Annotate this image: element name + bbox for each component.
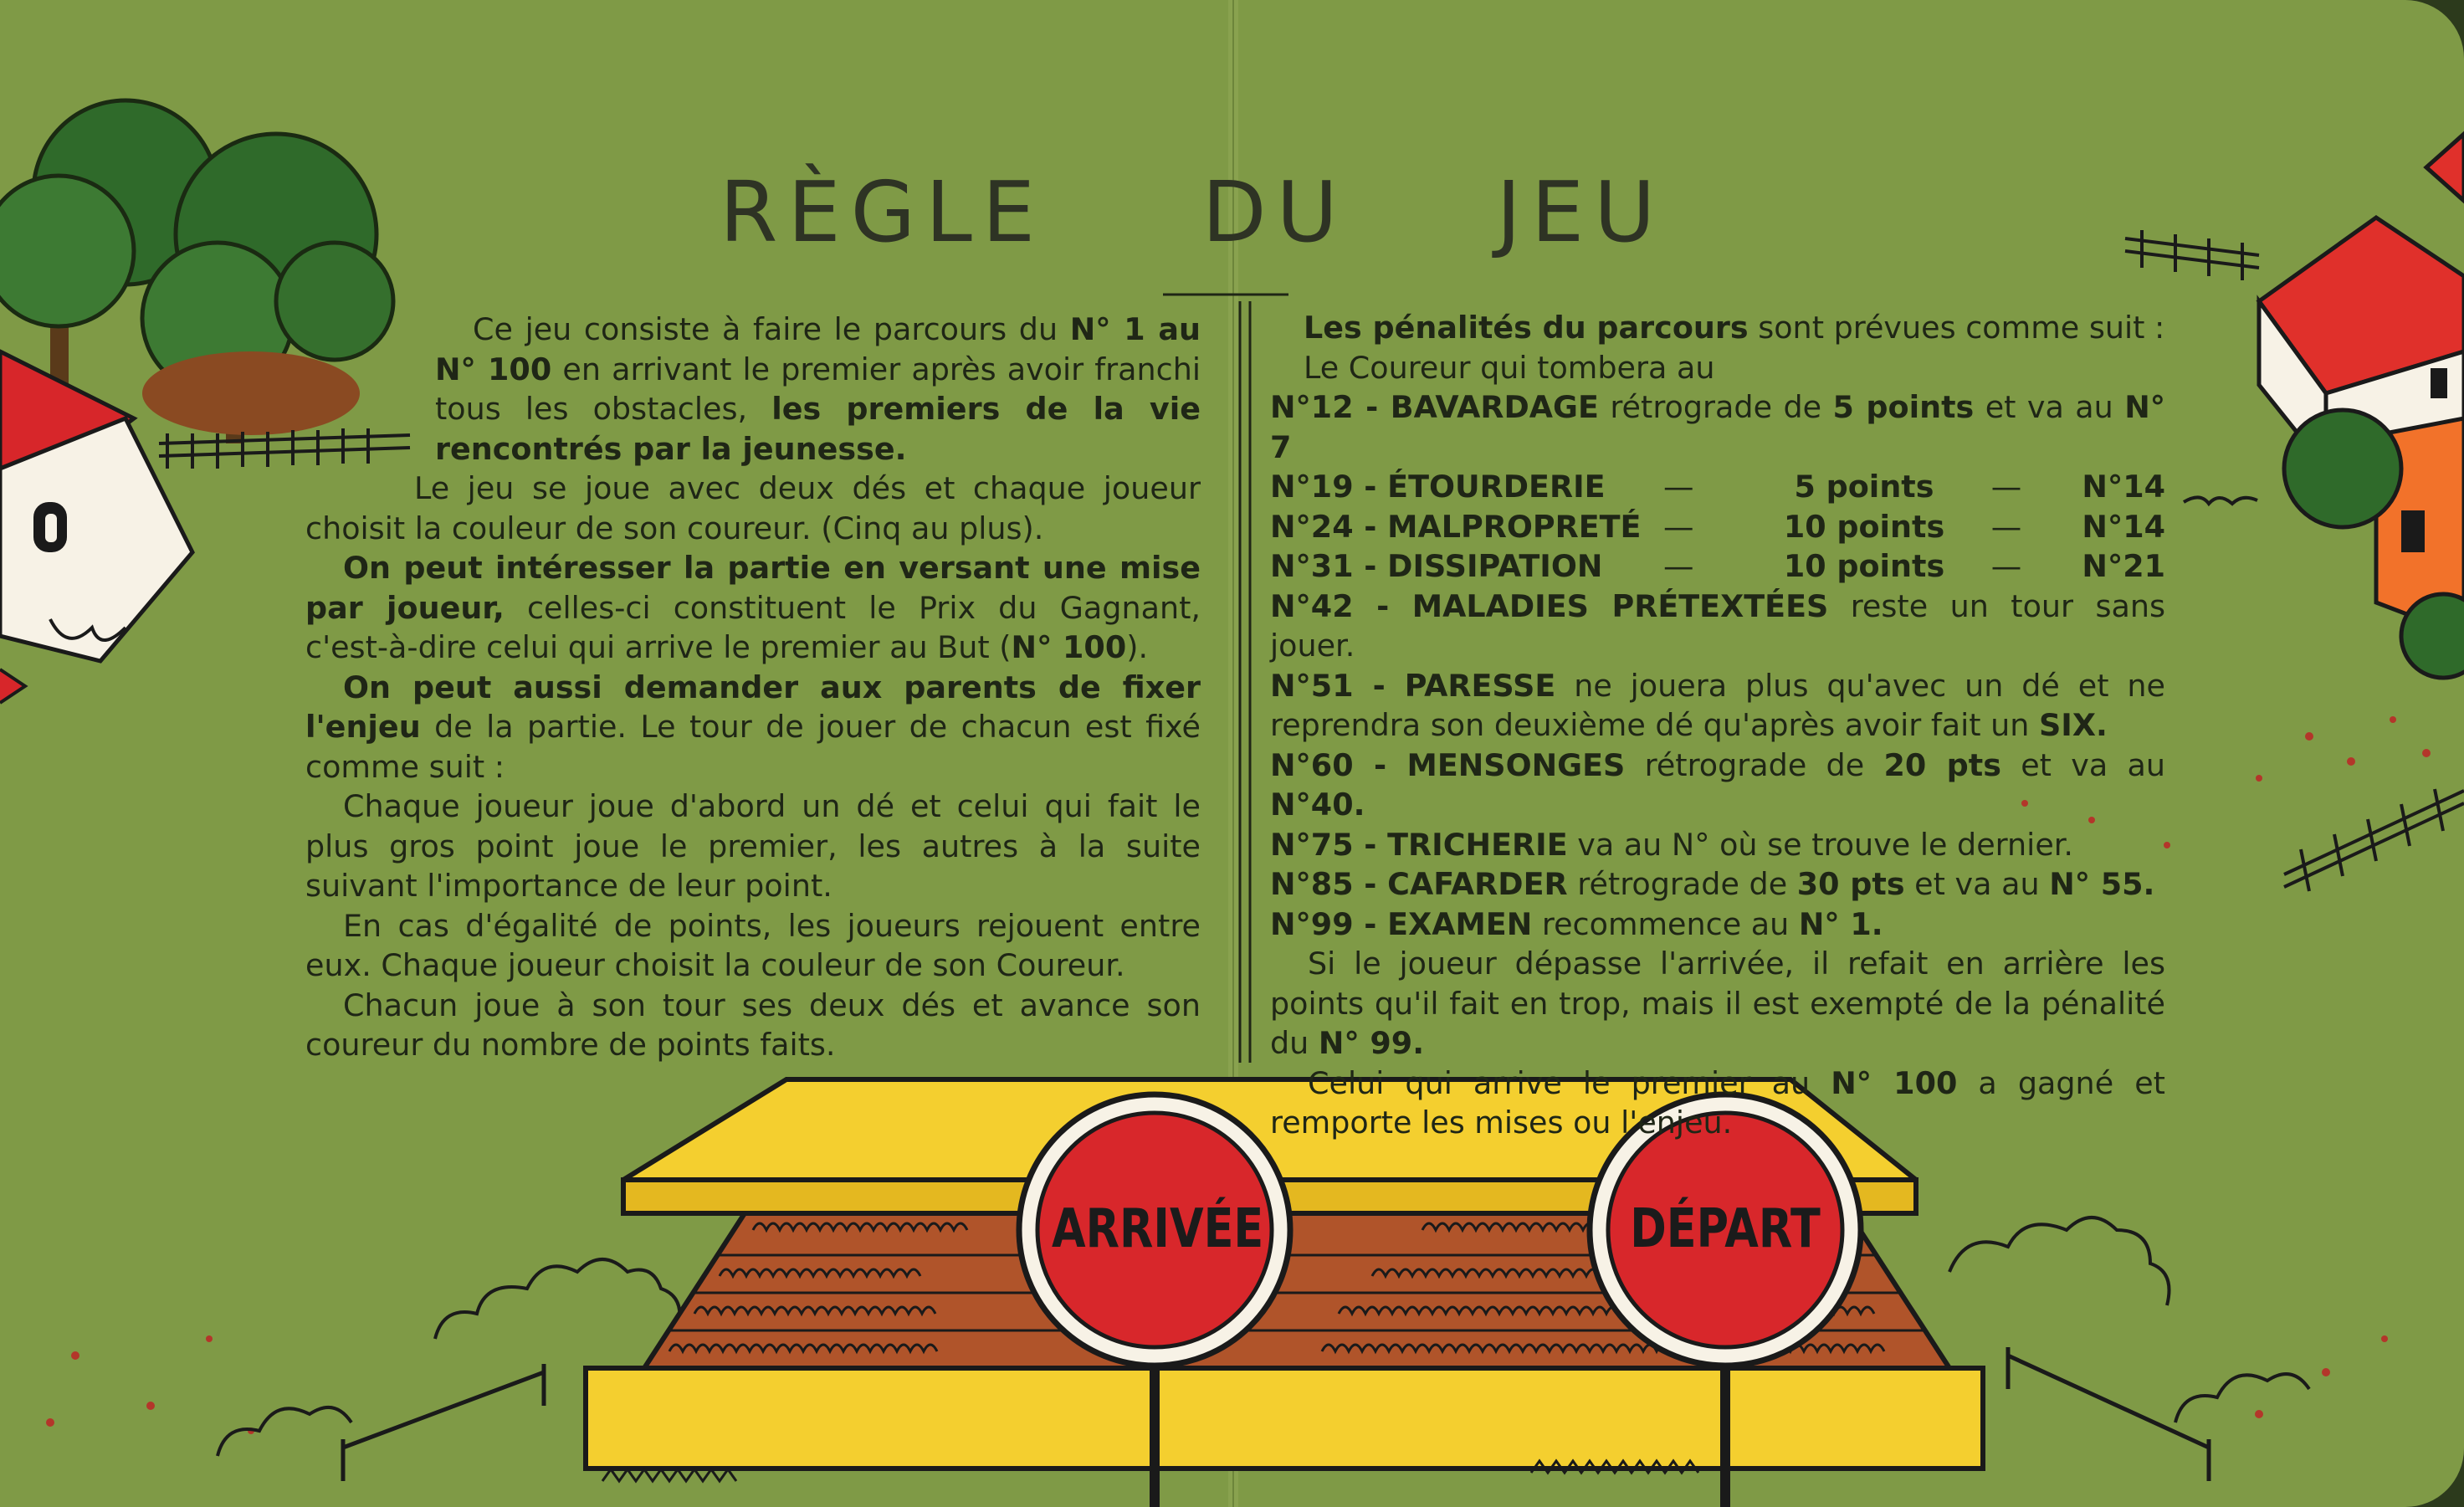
penalty-square: N°12 - BAVARDAGE: [1270, 389, 1599, 425]
rule-text-bold: N°40.: [1270, 787, 1365, 823]
ditto-dash: —: [1990, 508, 2022, 545]
penalty-row: [1270, 587, 2165, 666]
ditto-dash: —: [1663, 469, 1694, 505]
rule-text-bold: On peut intéresser la partie en versant une mise par joueur,: [305, 550, 1201, 626]
ditto-dash: —: [1990, 469, 2022, 505]
penalty-target: N°21: [2082, 548, 2165, 584]
penalty-square: N°51 - PARESSE: [1270, 667, 1556, 704]
rules-right-column: [1270, 308, 2165, 1143]
rule-text: recommence au: [1532, 905, 1799, 942]
rule-text: ).: [1126, 629, 1149, 665]
penalty-row: [1270, 507, 2165, 547]
start-label: DÉPART: [1630, 1198, 1821, 1260]
rule-text-bold: N° 7: [1270, 389, 2165, 465]
rule-text-bold: 20 pts: [1883, 746, 2001, 783]
rule-text: reste un tour sans jouer.: [1270, 587, 2165, 664]
rule-paragraph: Le jeu se joue avec deux dés et chaque joueur choisit la couleur de son coureur. (Cinq au plus).: [305, 470, 1201, 546]
rule-paragraph: [435, 310, 1201, 469]
penalty-square: N°75 - TRICHERIE: [1270, 826, 1568, 863]
penalty-row: [1270, 666, 2165, 746]
rule-text-bold: 30 pts: [1796, 866, 1905, 902]
rule-text-bold: SIX.: [2039, 707, 2108, 743]
penalty-square: N°19 - ÉTOURDERIE: [1270, 469, 1606, 505]
rules-left-column: [305, 310, 1201, 1065]
penalty-square: N°42 - MALADIES PRÉTEXTÉES: [1270, 587, 1829, 624]
rule-text-bold: N° 55.: [2049, 866, 2155, 902]
penalty-target: N°14: [2082, 469, 2165, 505]
rule-text: et va au: [2000, 746, 2166, 783]
rule-paragraph: En cas d'égalité de points, les joueurs rejouent entre eux. Chaque joueur choisit la couleur de son Coureur.: [305, 907, 1201, 983]
rule-paragraph: [1270, 944, 2165, 1064]
penalty-points: 10 points: [1783, 508, 1945, 545]
rule-text-bold: On peut aussi demander aux parents de fixer l'enjeu: [305, 669, 1201, 745]
rule-text: et va au: [1904, 866, 2050, 902]
rule-paragraph: [305, 548, 1201, 668]
penalty-points: 5 points: [1794, 469, 1934, 505]
penalty-square: N°31 - DISSIPATION: [1270, 548, 1603, 584]
penalty-row: [1270, 467, 2165, 507]
right-village: [2125, 134, 2464, 678]
rule-text-bold: 5 points: [1832, 389, 1975, 425]
ditto-dash: —: [1663, 508, 1694, 545]
rule-text: va au N° où se trouve le dernier.: [1567, 826, 2074, 863]
penalty-row: [1270, 905, 2165, 945]
title-word: JEU: [1496, 163, 1666, 261]
penalty-row: [1270, 864, 2165, 905]
penalty-row: [1270, 387, 2165, 467]
penalty-intro-2: Le Coureur qui tombera au: [1304, 349, 1715, 386]
penalty-intro: [1270, 308, 2165, 348]
penalty-points: 10 points: [1783, 548, 1945, 584]
ditto-dash: —: [1663, 548, 1694, 584]
rule-text-bold: N° 100: [1011, 629, 1127, 665]
penalty-square: N°99 - EXAMEN: [1270, 905, 1533, 942]
rule-text: sont prévues comme suit :: [1748, 310, 2165, 346]
rule-text: en arrivant le premier après avoir franchi tous les obstacles,: [435, 351, 1201, 427]
right-fence: [2284, 789, 2464, 891]
rule-text: Si le joueur dépasse l'arrivée, il refait en arrière les points qu'il fait en trop, mais il est exempté de la pénalité du: [1270, 946, 2165, 1061]
rule-text: Ce jeu consiste à faire le parcours du: [473, 311, 1070, 347]
rule-text: rétrograde de: [1567, 866, 1797, 902]
rule-paragraph: [1270, 1064, 2165, 1143]
rule-text-bold: N° 1.: [1798, 905, 1883, 942]
rule-text-bold: N° 1 au N° 100: [435, 311, 1201, 387]
penalty-square: N°60 - MENSONGES: [1270, 746, 1626, 783]
rule-text: de la partie. Le tour de jouer de chacun est fixé comme suit :: [305, 709, 1201, 785]
penalty-row: [1270, 825, 2165, 865]
rule-paragraph: Chacun joue à son tour ses deux dés et avance son coureur du nombre de points faits.: [305, 987, 1201, 1063]
rule-text: Celui qui arrive le premier au: [1308, 1064, 1831, 1101]
ditto-dash: —: [1990, 548, 2022, 584]
penalty-target: N°14: [2082, 508, 2165, 545]
penalty-row: [1270, 746, 2165, 825]
finish-label: ARRIVÉE: [1052, 1198, 1264, 1260]
rule-text-bold: N° 99.: [1318, 1025, 1425, 1061]
rule-text-bold: Les pénalités du parcours: [1304, 310, 1749, 346]
rule-text: ne jouera plus qu'avec un dé et ne reprendra son deuxième dé qu'après avoir fait un: [1270, 667, 2165, 743]
page-title: [720, 163, 1724, 261]
penalty-row: [1270, 546, 2165, 587]
title-word: DU: [1201, 163, 1348, 261]
penalty-square: N°24 - MALPROPRETÉ: [1270, 508, 1642, 545]
penalty-square: N°85 - CAFARDER: [1270, 866, 1568, 902]
rule-text: rétrograde de: [1625, 746, 1884, 783]
rule-paragraph: [305, 668, 1201, 787]
rule-text: et va au: [1974, 389, 2125, 425]
rule-text-bold: N° 100: [1831, 1064, 1958, 1101]
rule-paragraph: Chaque joueur joue d'abord un dé et celui qui fait le plus gros point joue le premier, les autres à la suite suivant l'importance de leur point.: [305, 788, 1201, 904]
rule-text: celles-ci constituent le Prix du Gagnant, c'est-à-dire celui qui arrive le premier au But (: [305, 589, 1201, 665]
rule-text: a gagné et remporte les mises ou l'enjeu.: [1270, 1064, 2165, 1141]
rule-text-bold: les premiers de la vie rencontrés par la jeunesse.: [435, 391, 1201, 467]
title-word: RÈGLE: [720, 163, 1046, 261]
rule-text: rétrograde de: [1598, 389, 1833, 425]
